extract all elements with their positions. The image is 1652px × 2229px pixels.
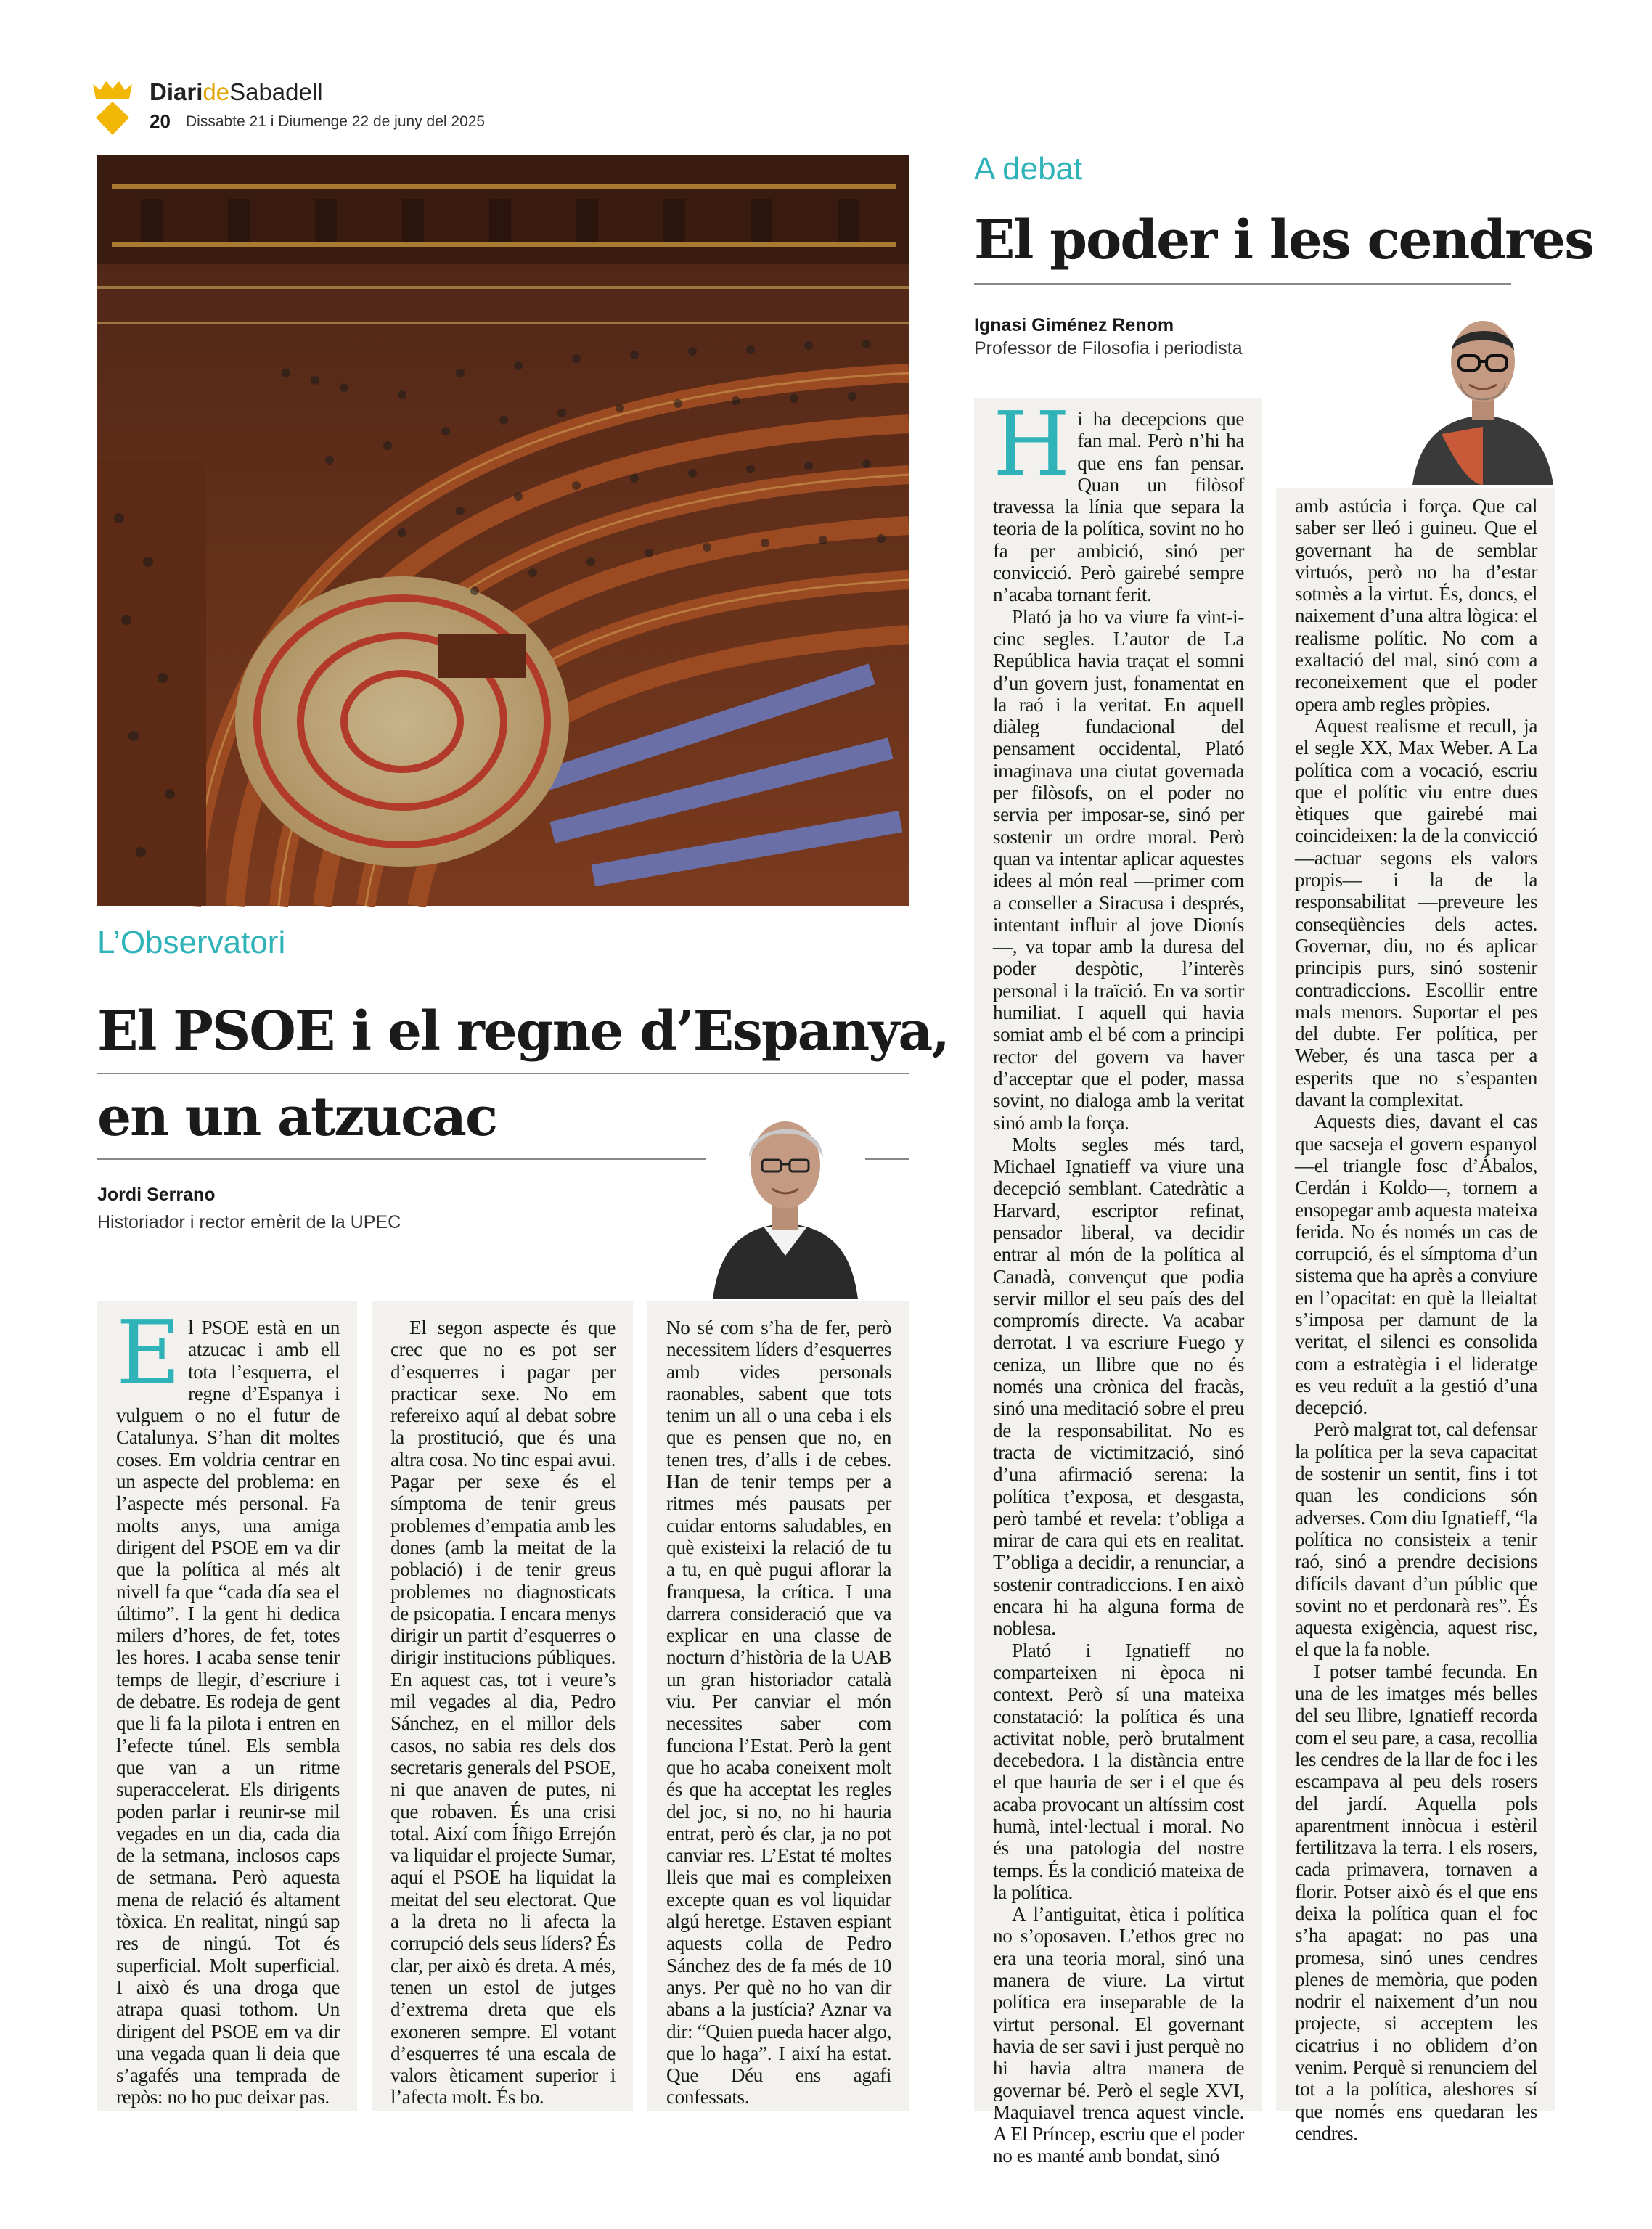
issue-date: Dissabte 21 i Diumenge 22 de juny del 2025 (186, 113, 486, 130)
left-author-role: Historiador i rector emèrit de la UPEC (97, 1212, 401, 1232)
article-paragraph: Molts segles més tard, Michael Ignatieff va viure una decepció semblant. Catedràtic a Harvard, escriptor refinat, pensador liberal, va decidir entrar al món de la política al Canadà, convençut que podia servir millor el seu país des del compromís directe. Va acabar derrotat. I va escriure Fuego y ceniza, un llibre que no és només una crònica del fracàs, sinó una meditació sobre el preu de la responsabilitat. No es tracta de victimització, sinó d’una afirmació serena: la política t’exposa, et desgasta, però també et revela: t’obliga a mirar de cara qui ets en realitat. T’obliga a decidir, a renunciar, a sostenir contradiccions. I en això encara hi ha alguna forma de noblesa. (993, 1133, 1244, 1640)
section-label-a-debat: A debat (974, 151, 1083, 187)
article-paragraph: Aquests dies, davant el cas que sacseja el govern espanyol —el triangle fosc d’Ábalos, Cerdán i Koldo—, tornem a ensopegar amb aquesta mateixa ferida. No és només un cas de corrupció, és el símptoma d’un sistema que ha après a conviure en l’opacitat: en què la lleialtat s’imposa per damunt de la veritat, el silenci es consolida com a estratègia i el lideratge es veu reduït a la gestió d’una decepció. (1295, 1111, 1537, 1419)
article-paragraph: Aquest realisme et recull, ja el segle XX, Max Weber. A La política com a vocació, escriu que el polític viu entre dues ètiques que gairebé mai coincideixen: la de la convicció —actuar segons els valors propis— i la de la responsabilitat —preveure les conseqüències dels actes. Governar, diu, no és aplicar principis purs, sinó sostenir contradiccions. Escollir entre mals menors. Suportar el pes del dubte. Fer política, per Weber, és una tasca per a esperits que no s’espanten davant la complexitat. (1295, 714, 1537, 1111)
left-article-column-1 (97, 1301, 357, 2111)
left-article-column-2 (372, 1301, 633, 2111)
section-label-lobservatori: L’Observatori (97, 925, 286, 960)
left-article-column-3 (647, 1301, 909, 2111)
parliament-photo (97, 155, 909, 906)
article-paragraph: Plató i Ignatieff no comparteixen ni època ni context. Però sí una mateixa constatació: la política és una activitat noble, però brutalment decebedora. I la distància entre el que hauria de ser i el que és acaba provocant un altíssim cost humà, intel·lectual i moral. No és una patologia del nostre temps. És la condició mateixa de la política. (993, 1639, 1244, 1903)
drop-cap: H (993, 393, 1071, 496)
headline-divider (974, 283, 1511, 285)
article-paragraph: I potser també fecunda. En una de les imatges més belles del seu llibre, Ignatieff recorda com el seu pare, a casa, recollia les cendres de la llar de foc i les escampava al peu dels rosers del jardí. Aquella pols aparentment innòcua i estèril fertilitzava la terra. I els rosers, cada primavera, tornaven a florir. Potser això és el que ens deixa la política quan el foc s’ha apagat: no pas una promesa, sinó unes cendres plenes de memòria, que poden nodrir el naixement d’un nou projecte, si acceptem les cicatrius i no oblidem d’on venim. Perquè si renunciem del tot a la política, aleshores sí que només ens quedaran les cendres. (1295, 1660, 1537, 2144)
right-author-role: Professor de Filosofia i periodista (974, 338, 1243, 359)
article-paragraph: l PSOE està en un atzucac i amb ell tota l’esquerra, el regne d’Espanya i vulguem o no el futur de Catalunya. S’han dit moltes coses. Em voldria centrar en un aspecte del problema: en l’aspecte més personal. Fa molts anys, una amiga dirigent del PSOE em va dir que la política al més alt nivell fa que “cada día sea el último”. I la gent hi dedica milers d’hores, de fet, totes les hores. I acaba sense tenir temps de llegir, d’escriure i de debatre. Es rodeja de gent que li fa la pilota i entren en l’efecte túnel. Els sembla que van a un ritme superaccelerat. Els dirigents poden parlar i reunir-se mil vegades en un dia, cada dia de la setmana, inclosos caps de setmana. Però aquesta mena de relació és altament tòxica. En realitat, ningú sap res de ningú. Tot és superficial. Molt superficial. I això és una droga que atrapa quasi tothom. Un dirigent del PSOE em va dir una vegada quan li deia que s’agafés una temprada de repòs: no ho puc deixar pas. (116, 1317, 340, 2109)
headline-divider (97, 1073, 909, 1074)
ignasi-gimenez-portrait (1412, 289, 1553, 485)
left-author-name: Jordi Serrano (97, 1185, 216, 1205)
article-paragraph: i ha decepcions que fan mal. Però n’hi ha que ens fan pensar. Quan un filòsof travessa la línia que separa la teoria de la política, sovint no ho fa per ambició, sinó per convicció. Però gairebé sempre n’acaba tornant ferit. (993, 408, 1244, 606)
diari-logo-icon (93, 81, 132, 136)
jordi-serrano-portrait (706, 1089, 865, 1299)
article-paragraph: No sé com s’ha de fer, però necessitem líders d’esquerres amb vides personals raonables, sabent que tots tenim un all o una ceba i els que es pensen que no, en tenen tres, d’alls i de cebes. Han de tenir temps per a ritmes més pausats per cuidar entorns saludables, en què existeixi la relació de tu a tu, en què pugui aflorar la franquesa, la crítica. I una darrera consideració que va explicar en una classe de nocturn d’història de la UAB un gran historiador català viu. Per canviar el món necessites saber com funciona l’Estat. Però la gent que ho acaba coneixent molt és que ha acceptat les regles del joc, si no, no hi hauria entrat, però és clar, ja no pot canviar res. L’Estat té moltes lleis que mai es compleixen excepte quan es vol liquidar algú heretge. Estaven espiant aquests colla de Pedro Sánchez des de fa més de 10 anys. Per què no ho van dir abans a la justícia? Aznar va dir: “Quien pueda hacer algo, que lo haga”. I així ha estat. Que Déu ens agafi confessats. (666, 1317, 891, 2109)
article-paragraph: A l’antiguitat, ètica i política no s’oposaven. L’ethos grec no era una teoria moral, sinó una manera de viure. La virtut política era inseparable de la virtut personal. El governant havia de ser savi i just perquè no hi havia altra manera de governar bé. Però el segle XVI, Maquiavel trenca aquest vincle. A El Príncep, escriu que el poder no es manté amb bondat, sinó (993, 1903, 1244, 2167)
article-paragraph: El segon aspecte és que crec que no es pot ser d’esquerres i pagar per practicar sexe. No em refereixo aquí al debat sobre la prostitució, que és una altra cosa. No tinc espai avui. Pagar per sexe és el símptoma de tenir greus problemes d’empatia amb les dones (amb la meitat de la població) i de tenir greus problemes no diagnosticats de psicopatia. I encara menys dirigir un partit d’esquerres o dirigir institucions públiques. En aquest cas, tot i veure’s mil vegades al dia, Pedro Sánchez, en el millor dels casos, no sabia res dels dos secretaris generals del PSOE, ni que anaven de putes, ni que robaven. És una crisi total. Així com Íñigo Errejón va liquidar el projecte Sumar, aquí el PSOE ha liquidat la meitat del seu electorat. Que a la dreta no li afecta la corrupció dels seus líders? És clar, per això és dreta. A més, tenen un estol de jutges d’extrema dreta que els exoneren sempre. El votant d’esquerres té una escala de valors èticament superior i l’afecta molt. És bo. (390, 1317, 616, 2109)
right-article-column-1 (974, 393, 1262, 2167)
article-paragraph: Però malgrat tot, cal defensar la política per la seva capacitat de sostenir un sentit, fins i tot quan les condicions són adverses. Com diu Ignatieff, “la política no consisteix a tenir raó, sinó a prendre decisions difícils davant d’un públic que sovint no et perdonarà res”. És aquesta exigència, aquest risc, el que la fa noble. (1295, 1418, 1537, 1661)
drop-cap: E (116, 1301, 181, 1404)
page-number: 20 (150, 110, 171, 132)
article-paragraph: Plató ja ho va viure fa vint-i-cinc segles. L’autor de La República havia traçat el somni d’un govern just, fonamentat en la raó i la veritat. En aquell diàleg fundacional del pensament occidental, Plató imaginava una ciutat governada per filòsofs, on el poder no servia per imposar-se, sinó per sostenir un ordre moral. Però quan va intentar aplicar aquestes idees al món real —primer com a conseller a Siracusa i després, intentant influir al jove Dionís—, va topar amb la duresa del poder despòtic, l’interès personal i la traïció. En va sortir humiliat. I aquell qui havia somiat amb el bé com a principi rector del govern va haver d’acceptar que el poder, massa sovint, no dialoga amb la veritat sinó amb la força. (993, 605, 1244, 1134)
brand-name: DiarideSabadell (150, 78, 323, 105)
left-headline-line2: en un atzucac (97, 1086, 497, 1148)
right-headline: El poder i les cendres (974, 209, 1593, 271)
right-article-column-2 (1276, 488, 1555, 2144)
right-author-name: Ignasi Giménez Renom (974, 315, 1174, 335)
left-headline-line1: El PSOE i el regne d’Espanya, (97, 1000, 949, 1063)
article-paragraph: amb astúcia i força. Que cal saber ser lleó i guineu. Que el governant ha de semblar virtuós, però no ha d’estar sotmès a la virtut. És, doncs, el naixement d’una altra lògica: el realisme polític. No com a exaltació del mal, sinó com a reconeixement que el poder opera amb regles pròpies. (1295, 495, 1537, 715)
